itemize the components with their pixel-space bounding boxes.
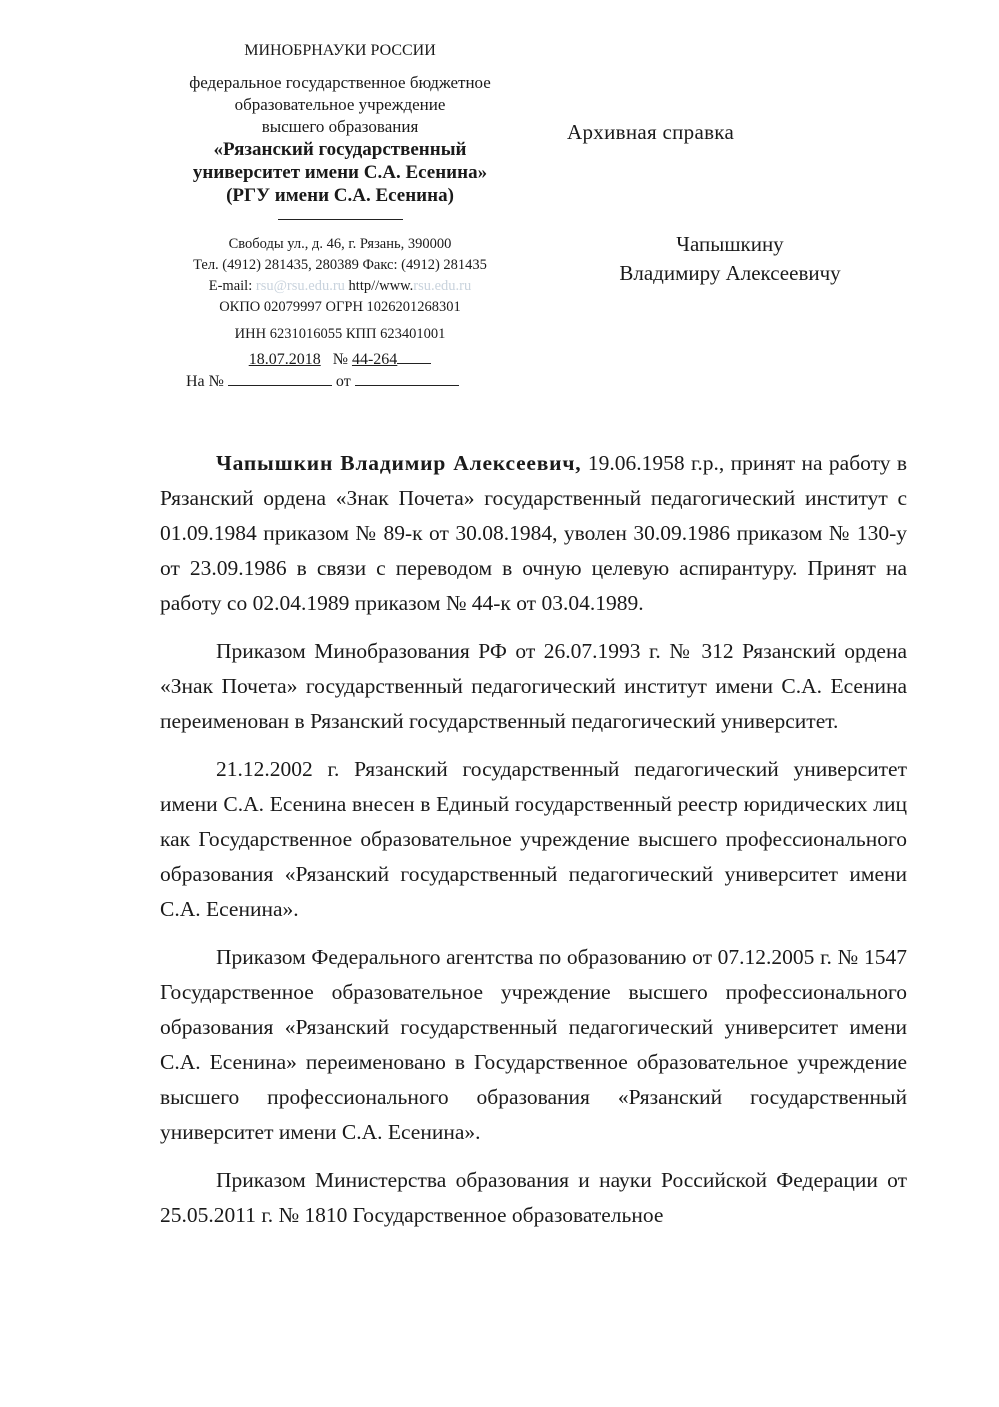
addressee	[600, 230, 860, 288]
letterhead-divider	[278, 219, 403, 220]
university-name-line-1: «Рязанский государственный	[213, 139, 467, 160]
ministry-name: МИНОБРНАУКИ РОССИИ	[244, 42, 436, 59]
number-label: №	[332, 351, 348, 368]
contacts	[160, 276, 520, 297]
university-short-name: (РГУ имени С.А. Есенина)	[226, 185, 454, 206]
ref-date-blank	[355, 371, 459, 386]
paragraph-1	[160, 446, 907, 621]
ref-number-label: На №	[186, 373, 224, 390]
address: Свободы ул., д. 46, г. Рязань, 390000	[228, 236, 452, 252]
paragraph-2: Приказом Минобразования РФ от 26.07.1993 г. № 312 Рязанский ордена «Знак Почета» государственный педагогический институт имени С.А. Есенина переименован в Рязанский государственный педагогический университет.	[160, 639, 907, 733]
addressee-surname: Чапышкину	[676, 232, 784, 256]
org-type-line-3: высшего образования	[261, 117, 419, 136]
document-title: Архивная справка	[567, 120, 735, 144]
paragraph-1-text: 19.06.1958 г.р., принят на работу в Рязанский ордена «Знак Почета» государственный педагогический институт с 01.09.1984 приказом № 89-к от 30.08.1984, уволен 30.09.1986 приказом № 130-у от 23.09.1986 в связи с переводом в очную целевую аспирантуру. Принят на работу со 02.04.1989 приказом № 44-к от 03.04.1989.	[160, 451, 907, 615]
outgoing-number	[160, 349, 520, 371]
university-name-line-2: университет имени С.А. Есенина»	[192, 162, 488, 183]
outgoing-date: 18.07.2018	[248, 351, 321, 368]
inn-kpp: ИНН 6231016055 КПП 623401001	[234, 326, 446, 342]
org-type-line-1: федеральное государственное бюджетное	[189, 73, 491, 92]
document-body	[160, 446, 907, 1246]
ref-number-blank	[228, 371, 332, 386]
ref-from-label: от	[335, 373, 351, 390]
number-blank	[397, 349, 431, 364]
paragraph-4: Приказом Федерального агентства по образованию от 07.12.2005 г. № 1547 Государственное образовательное учреждение высшего профессионального образования «Рязанский государственный педагогический университет имени С.А. Есенина» переименовано в Государственное образовательное учреждение высшего профессионального образования «Рязанский государственный университет имени С.А. Есенина».	[160, 945, 907, 1144]
org-type-line-2: образовательное учреждение	[234, 95, 446, 114]
outgoing-number-value: 44-264	[351, 351, 398, 368]
paragraph-3: 21.12.2002 г. Рязанский государственный педагогический университет имени С.А. Есенина внесен в Единый государственный реестр юридических лиц как Государственное образовательное учреждение высшего профессионального образования «Рязанский государственный педагогический университет имени С.А. Есенина».	[160, 757, 907, 921]
letterhead	[160, 40, 520, 393]
email-link[interactable]: rsu@rsu.edu.ru	[255, 278, 345, 294]
email-label: E-mail:	[208, 278, 253, 294]
addressee-name: Владимиру Алексеевичу	[619, 261, 841, 285]
paragraph-5: Приказом Министерства образования и науки Российской Федерации от 25.05.2011 г. № 1810 Государственное образовательное	[160, 1168, 907, 1227]
phones: Тел. (4912) 281435, 280389 Факс: (4912) 281435	[193, 257, 487, 273]
website-link[interactable]: rsu.edu.ru	[413, 278, 472, 294]
web-label: http//www.	[348, 278, 414, 294]
okpo-ogrn: ОКПО 02079997 ОГРН 1026201268301	[219, 299, 461, 315]
reference-line	[160, 371, 520, 393]
person-name: Чапышкин Владимир Алексеевич,	[216, 451, 582, 475]
